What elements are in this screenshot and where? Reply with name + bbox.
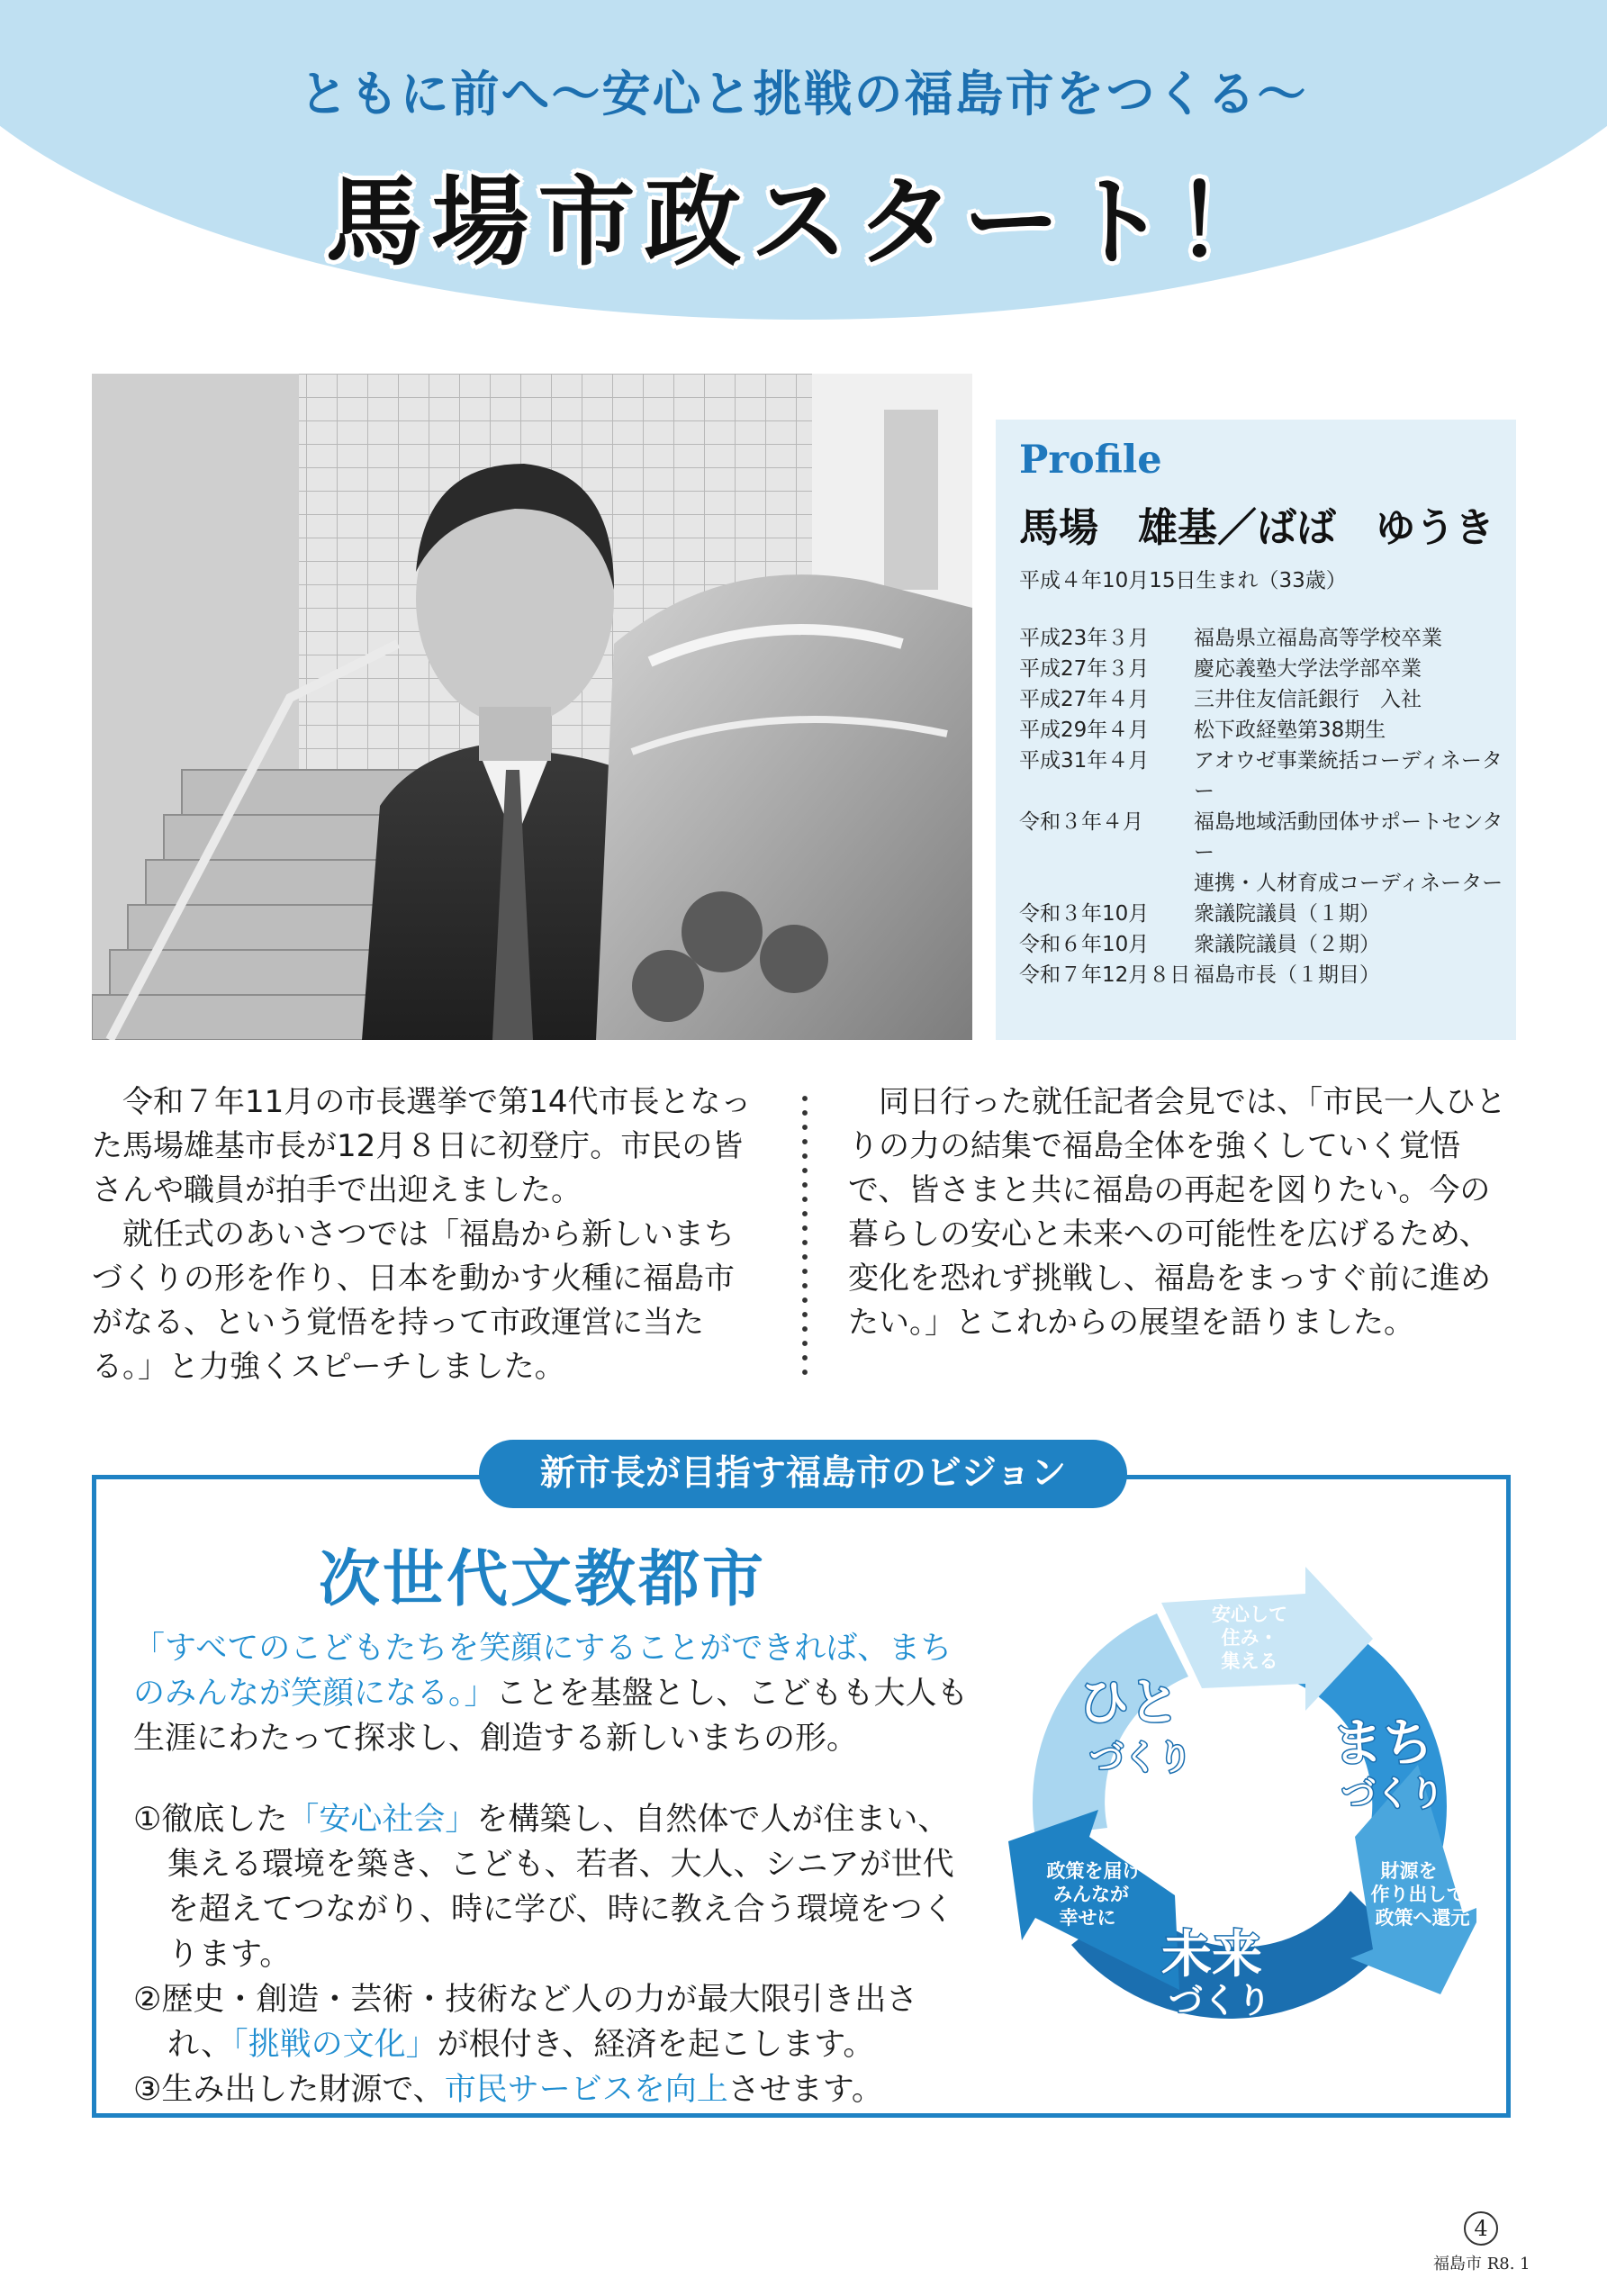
svg-text:幸せに: 幸せに: [1059, 1907, 1116, 1929]
cycle-label-machi: [1332, 1714, 1444, 1813]
vision-intro-rest: ことを基盤とし、こどもも大人も生涯にわたって探求し、創造する新しいまちの形。: [133, 1676, 969, 1757]
page-subtitle: ともに前へ〜安心と挑戦の福島市をつくる〜: [299, 66, 1308, 122]
article-left-column: [92, 1080, 758, 1389]
profile-box: [996, 420, 1516, 1040]
article-right-column: [848, 1080, 1519, 1345]
svg-text:づくり: づくり: [1341, 1774, 1445, 1813]
cycle-arrow1-text: [1212, 1604, 1287, 1672]
career-date: 令和３年４月: [1019, 810, 1143, 834]
svg-text:未来: 未来: [1161, 1926, 1262, 1984]
career-text: 福島市長（１期目）: [1194, 963, 1380, 987]
career-text: 福島県立福島高等学校卒業: [1194, 627, 1442, 650]
svg-text:みんなが: みんなが: [1053, 1884, 1129, 1905]
svg-text:政策を届け: 政策を届け: [1046, 1860, 1142, 1882]
career-date: 平成27年４月: [1019, 688, 1150, 711]
vision-label: 新市長が目指す福島市のビジョン: [479, 1440, 1127, 1508]
career-text: 衆議院議員（１期）: [1194, 902, 1380, 926]
vision-point-text: ②歴史・創造・芸術・技術など人の力が最大限引き出され、: [133, 1982, 918, 2063]
svg-text:ひと: ひと: [1079, 1674, 1179, 1732]
vision-point: [133, 1797, 980, 1977]
career-date: 令和３年10月: [1019, 902, 1150, 926]
career-date: [1019, 868, 1194, 899]
career-text: 衆議院議員（２期）: [1194, 933, 1380, 956]
career-item: [1019, 654, 1510, 684]
svg-text:集える: 集える: [1221, 1650, 1278, 1672]
cycle-label-mirai: [1161, 1926, 1271, 2020]
article-paragraph: 令和７年11月の市長選挙で第14代市長となった馬場雄基市長が12月８日に初登庁。市民の皆さんや職員が拍手で出迎えました。: [92, 1084, 752, 1208]
article-paragraph: 就任式のあいさつでは「福島から新しいまちづくりの形を作り、日本を動かす火種に福島市がなる、という覚悟を持って市政運営に当たる。」と力強くスピーチしました。: [92, 1216, 735, 1385]
career-item: [1019, 868, 1510, 899]
vision-point: [133, 2067, 980, 2112]
career-date: 令和７年12月８日: [1019, 963, 1191, 987]
column-divider: [802, 1091, 808, 1381]
vision-points: [133, 1797, 980, 2112]
career-text: 福島地域活動団体サポートセンター: [1194, 810, 1503, 864]
vision-point-highlight: 市民サービスを向上: [444, 2072, 728, 2108]
vision-intro-quote: 「すべてのこどもたちを笑顔にすることができれば、まちのみんなが笑顔になる。」: [133, 1631, 952, 1712]
vision-point: [133, 1977, 980, 2067]
career-item: [1019, 684, 1510, 715]
vision-point-highlight: 「挑戦の文化」: [232, 2027, 438, 2063]
career-text: 慶応義塾大学法学部卒業: [1194, 657, 1422, 681]
cycle-arrow2-text: [1371, 1860, 1470, 1929]
svg-text:づくり: づくり: [1089, 1738, 1193, 1777]
career-item: [1019, 623, 1510, 654]
career-item: [1019, 899, 1510, 929]
vision-point-text: ①徹底した: [133, 1802, 288, 1838]
svg-text:安心して: 安心して: [1212, 1604, 1287, 1625]
career-date: 令和６年10月: [1019, 933, 1150, 956]
career-text: 連携・人材育成コーディネーター: [1194, 872, 1503, 895]
vision-point-text: ③生み出した財源で、: [133, 2072, 445, 2108]
career-date: 平成23年３月: [1019, 627, 1150, 650]
mayor-photo: [92, 374, 972, 1040]
svg-text:づくり: づくり: [1169, 1981, 1272, 2020]
career-date: 平成27年３月: [1019, 657, 1150, 681]
career-item: [1019, 960, 1510, 990]
vision-cycle-diagram: [1008, 1567, 1476, 2035]
vision-point-text: を構築し、自然体で人が住まい、集える環境を築き、こども、若者、大人、シニアが世代を超えてつながり、時に学び、時に教え合う環境をつくります。: [167, 1802, 954, 1973]
vision-title: 次世代文教都市: [319, 1544, 767, 1615]
profile-heading: Profile: [1019, 438, 1162, 483]
page-title: 馬場市政スタート！: [325, 167, 1282, 279]
career-text: 三井住友信託銀行 入社: [1194, 688, 1422, 711]
profile-birth: 平成４年10月15日生まれ（33歳）: [1019, 569, 1347, 592]
cycle-label-hito: [1079, 1674, 1192, 1777]
career-date: 平成31年４月: [1019, 749, 1150, 773]
vision-intro: [133, 1626, 980, 1761]
svg-text:作り出して: 作り出して: [1370, 1884, 1466, 1905]
svg-text:まち: まち: [1332, 1714, 1433, 1773]
career-list: [1019, 623, 1510, 990]
career-text: 松下政経塾第38期生: [1194, 719, 1386, 742]
career-item: [1019, 929, 1510, 960]
svg-text:住み・: 住み・: [1221, 1627, 1278, 1649]
career-item: [1019, 715, 1510, 746]
career-date: 平成29年４月: [1019, 719, 1150, 742]
issue-label: 福島市 R8. 1: [1433, 2255, 1530, 2273]
vision-point-text: させます。: [727, 2072, 883, 2108]
profile-name: 馬場 雄基／ばば ゆうき: [1019, 505, 1494, 551]
page-number: 4: [1464, 2211, 1498, 2246]
article-paragraph: 同日行った就任記者会見では、「市民一人ひとりの力の結集で福島全体を強くしていく覚悟で、皆さまと共に福島の再起を図りたい。今の暮らしの安心と未来への可能性を広げるため、変化を恐れず挑戦し、福島をまっすぐ前に進めたい。」とこれからの展望を語りました。: [848, 1084, 1506, 1341]
vision-point-highlight: 「安心社会」: [287, 1802, 477, 1838]
career-item: [1019, 807, 1510, 868]
svg-text:財源を: 財源を: [1380, 1860, 1438, 1882]
svg-text:政策へ還元: 政策へ還元: [1375, 1907, 1470, 1929]
career-item: [1019, 746, 1510, 807]
vision-point-text: が根付き、経済を起こします。: [437, 2027, 875, 2063]
career-text: アオウゼ事業統括コーディネーター: [1194, 749, 1503, 803]
